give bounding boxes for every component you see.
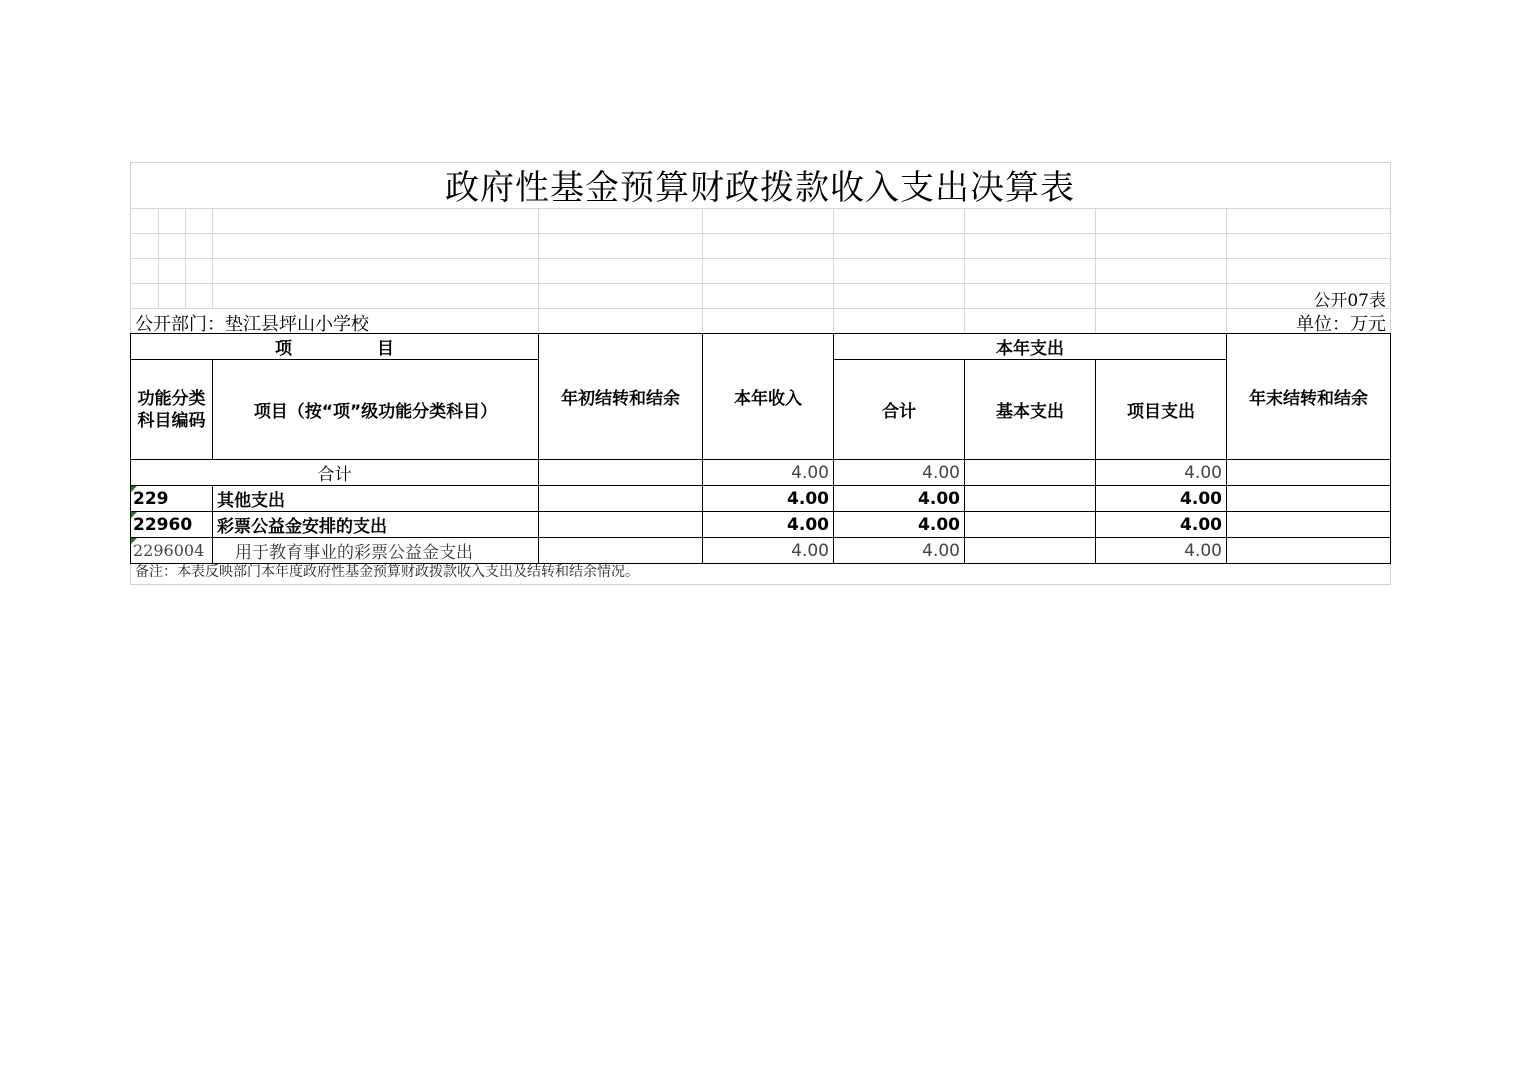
header-income: 本年收入 xyxy=(703,334,834,460)
row-expense-total: 4.00 xyxy=(834,538,965,564)
unit-label: 单位：万元 xyxy=(1296,314,1386,335)
total-label: 合计 xyxy=(131,460,539,486)
header-begin-balance: 年初结转和结余 xyxy=(539,334,703,460)
total-expense-project: 4.00 xyxy=(1096,460,1227,486)
gridline xyxy=(538,208,539,333)
row-expense-basic xyxy=(965,512,1096,538)
total-end-balance xyxy=(1227,460,1391,486)
total-income: 4.00 xyxy=(703,460,834,486)
row-end-balance xyxy=(1227,512,1391,538)
row-expense-total: 4.00 xyxy=(834,512,965,538)
header-item-name: 项目（按“项”级功能分类科目） xyxy=(213,360,539,460)
header-expense-total: 合计 xyxy=(834,360,965,460)
gridline xyxy=(702,208,703,333)
row-expense-project: 4.00 xyxy=(1096,538,1227,564)
header-expense-project: 项目支出 xyxy=(1096,360,1227,460)
row-code: 22960 xyxy=(131,512,213,538)
header-expense-group: 本年支出 xyxy=(834,334,1227,360)
row-income: 4.00 xyxy=(703,512,834,538)
budget-table xyxy=(130,333,1391,564)
total-row xyxy=(131,460,1391,486)
gridline xyxy=(130,283,1390,284)
gridline xyxy=(158,208,159,308)
gridline xyxy=(130,233,1390,234)
gridline xyxy=(833,208,834,333)
row-name: 用于教育事业的彩票公益金支出 xyxy=(213,538,539,564)
total-begin-balance xyxy=(539,460,703,486)
header-item: 项 目 xyxy=(131,334,539,360)
table-row xyxy=(131,512,1391,538)
table-row xyxy=(131,538,1391,564)
row-name: 其他支出 xyxy=(213,486,539,512)
department-label: 公开部门：垫江县坪山小学校 xyxy=(135,314,369,335)
form-number: 公开07表 xyxy=(1313,291,1386,311)
note-marker xyxy=(131,538,137,544)
gridline xyxy=(1226,208,1227,333)
total-expense-total: 4.00 xyxy=(834,460,965,486)
header-code: 功能分类科目编码 xyxy=(131,360,213,460)
row-expense-project: 4.00 xyxy=(1096,512,1227,538)
gridline xyxy=(212,208,213,308)
table-row xyxy=(131,486,1391,512)
row-name: 彩票公益金安排的支出 xyxy=(213,512,539,538)
row-expense-total: 4.00 xyxy=(834,486,965,512)
row-income: 4.00 xyxy=(703,538,834,564)
total-expense-basic xyxy=(965,460,1096,486)
report-title: 政府性基金预算财政拨款收入支出决算表 xyxy=(445,168,1075,208)
header-expense-basic: 基本支出 xyxy=(965,360,1096,460)
row-begin-balance xyxy=(539,512,703,538)
row-code: 2296004 xyxy=(131,538,213,564)
gridline xyxy=(964,208,965,333)
row-begin-balance xyxy=(539,486,703,512)
gridline xyxy=(130,308,1390,309)
row-begin-balance xyxy=(539,538,703,564)
gridline xyxy=(185,208,186,308)
header-end-balance: 年末结转和结余 xyxy=(1227,334,1391,460)
note-marker xyxy=(131,486,137,492)
gridline xyxy=(130,258,1390,259)
row-expense-basic xyxy=(965,486,1096,512)
row-income: 4.00 xyxy=(703,486,834,512)
row-expense-basic xyxy=(965,538,1096,564)
row-expense-project: 4.00 xyxy=(1096,486,1227,512)
gridline xyxy=(130,208,1390,209)
row-code: 229 xyxy=(131,486,213,512)
row-end-balance xyxy=(1227,538,1391,564)
row-end-balance xyxy=(1227,486,1391,512)
note-marker xyxy=(131,512,137,518)
gridline xyxy=(1095,208,1096,333)
footnote: 备注：本表反映部门本年度政府性基金预算财政拨款收入支出及结转和结余情况。 xyxy=(135,564,639,580)
